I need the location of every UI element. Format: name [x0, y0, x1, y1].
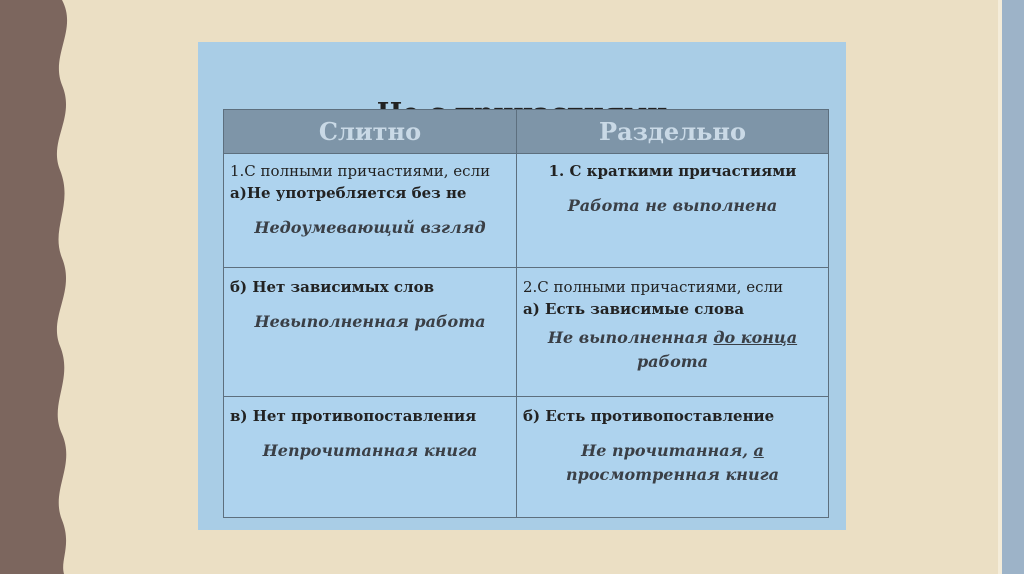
rule-text: а) Есть зависимые слова	[523, 300, 745, 319]
example-text	[523, 326, 822, 374]
example-part: просмотренная книга	[566, 465, 779, 485]
example-underlined: до конца	[713, 328, 798, 348]
rule-text: б) Есть противопоставление	[523, 407, 775, 426]
rule-text: 2.С полными причастиями, если	[523, 278, 784, 297]
right-strip-decoration	[1002, 0, 1024, 574]
header-razdelno: Раздельно	[517, 110, 829, 154]
rule-text: 1.С полными причастиями, если	[230, 161, 491, 180]
example-text: Непрочитанная книга	[262, 441, 478, 461]
rules-table	[223, 109, 829, 518]
example-part: работа	[636, 352, 709, 372]
rule-text: 1. С краткими причастиями	[548, 161, 797, 180]
example-underlined: а	[753, 441, 764, 461]
example-text: Работа не выполнена	[567, 195, 778, 215]
table-cell	[224, 397, 517, 518]
example-text: Невыполненная работа	[254, 312, 486, 332]
table-row	[224, 397, 829, 518]
rule-text: в) Нет противопоставления	[230, 407, 477, 426]
example-text	[523, 439, 822, 487]
example-part: Не выполненная	[547, 328, 714, 348]
header-slitno: Слитно	[224, 110, 517, 154]
example-text: Недоумевающий взгляд	[254, 217, 486, 237]
table-row	[224, 268, 829, 397]
left-wave-decoration	[0, 0, 80, 574]
table-cell	[517, 397, 829, 518]
table-row	[224, 153, 829, 268]
rule-text: а)Не употребляется без не	[230, 183, 467, 202]
table-cell	[517, 268, 829, 397]
table-cell	[517, 153, 829, 268]
example-part: Не прочитанная,	[581, 441, 754, 461]
header-row	[224, 110, 829, 154]
table-cell	[224, 268, 517, 397]
table-cell	[224, 153, 517, 268]
rule-text: б) Нет зависимых слов	[230, 278, 435, 297]
